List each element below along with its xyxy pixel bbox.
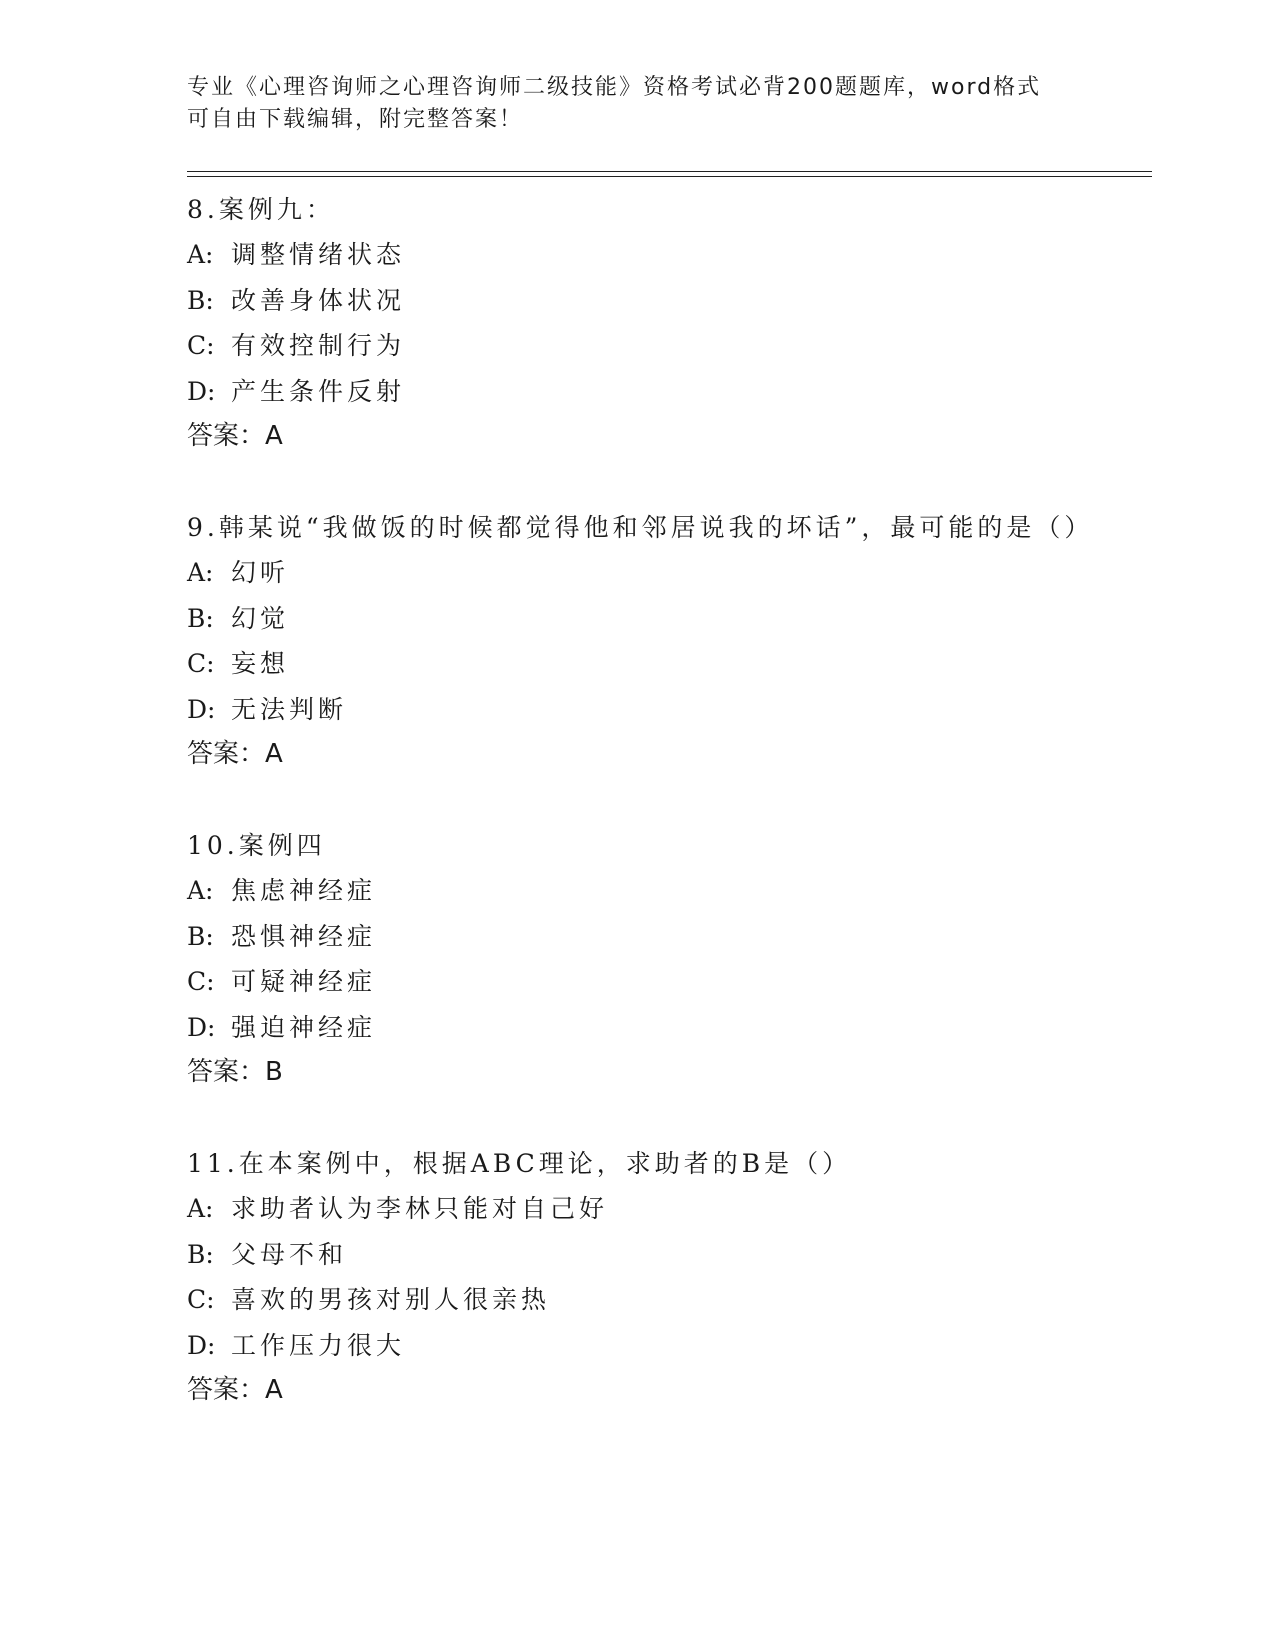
option-key: A:	[187, 558, 214, 587]
option-text: 妄想	[231, 649, 290, 678]
option-text: 求助者认为李林只能对自己好	[231, 1194, 609, 1223]
option-key: D:	[187, 694, 216, 724]
option-text: 改善身体状况	[231, 285, 406, 315]
document-header	[187, 72, 1067, 136]
option-a	[187, 550, 1087, 596]
option-text: 幻觉	[231, 603, 290, 633]
option-key: A:	[187, 240, 214, 269]
header-divider-top	[187, 171, 1152, 172]
question-item	[187, 187, 1087, 459]
option-text: 调整情绪状态	[231, 240, 406, 269]
option-key: A:	[187, 1194, 214, 1223]
option-b	[187, 596, 1087, 642]
option-b	[187, 914, 1087, 960]
option-text: 恐惧神经症	[231, 921, 377, 951]
option-key: B:	[187, 921, 214, 951]
option-text: 喜欢的男孩对别人很亲热	[231, 1285, 551, 1314]
header-line-2: 可自由下载编辑，附完整答案！	[187, 107, 524, 132]
question-item	[187, 823, 1087, 1095]
option-key: D:	[187, 1012, 216, 1042]
option-key: D:	[187, 1330, 216, 1360]
option-key: C:	[187, 1285, 215, 1314]
option-key: B:	[187, 285, 214, 315]
option-text: 幻听	[231, 558, 290, 587]
option-key: D:	[187, 376, 216, 406]
option-text: 父母不和	[231, 1239, 348, 1269]
answer-line: 答案：A	[187, 739, 283, 769]
option-d	[187, 687, 1087, 733]
answer-line: 答案：A	[187, 1375, 283, 1405]
option-d	[187, 369, 1087, 415]
header-divider-bottom	[187, 176, 1152, 177]
question-stem: 10.案例四	[187, 831, 326, 860]
option-key: C:	[187, 331, 215, 360]
question-item	[187, 505, 1094, 777]
option-d	[187, 1005, 1087, 1051]
option-a	[187, 1186, 1087, 1232]
question-stem: 11.在本案例中，根据ABC理论，求助者的B是（）	[187, 1149, 852, 1178]
option-b	[187, 1232, 1087, 1278]
answer-line: 答案：B	[187, 1057, 283, 1087]
option-key: C:	[187, 967, 215, 996]
option-text: 强迫神经症	[231, 1012, 377, 1042]
option-key: A:	[187, 876, 214, 905]
option-b	[187, 278, 1087, 324]
option-c	[187, 323, 1087, 369]
option-a	[187, 868, 1087, 914]
option-d	[187, 1323, 1087, 1369]
option-key: B:	[187, 603, 214, 633]
option-c	[187, 641, 1087, 687]
option-text: 焦虑神经症	[231, 876, 377, 905]
option-text: 可疑神经症	[231, 967, 377, 996]
question-stem: 9.韩某说“我做饭的时候都觉得他和邻居说我的坏话”，最可能的是（）	[187, 513, 1094, 542]
option-a	[187, 232, 1087, 278]
header-line-1: 专业《心理咨询师之心理咨询师二级技能》资格考试必背200题题库，word格式	[187, 75, 1042, 100]
option-text: 工作压力很大	[231, 1330, 406, 1360]
question-item	[187, 1141, 1087, 1413]
option-key: B:	[187, 1239, 214, 1269]
option-c	[187, 1277, 1087, 1323]
question-list	[187, 187, 1094, 1459]
option-key: C:	[187, 649, 215, 678]
option-text: 无法判断	[231, 694, 348, 724]
answer-line: 答案：A	[187, 421, 283, 451]
question-stem: 8.案例九：	[187, 195, 335, 224]
option-text: 有效控制行为	[231, 331, 406, 360]
option-text: 产生条件反射	[231, 376, 406, 406]
option-c	[187, 959, 1087, 1005]
